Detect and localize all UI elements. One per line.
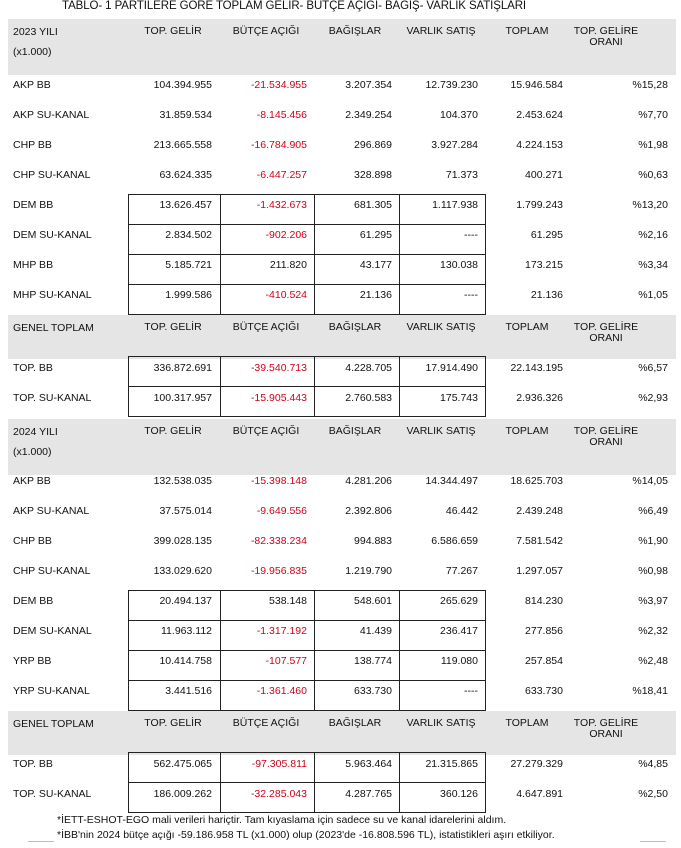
table-row-value: %7,70: [638, 109, 668, 121]
table-row-value: -9.649.556: [256, 505, 307, 517]
table-row-value: 3.441.516: [165, 685, 212, 697]
table-row-value: 18.625.703: [510, 475, 563, 487]
column-header-butce-acigi: BÜTÇE AÇIĞI: [232, 321, 300, 333]
year-label: 2023 YILI: [13, 26, 58, 38]
unit-label: (x1.000): [13, 46, 52, 58]
table-row-value: %0,98: [638, 565, 668, 577]
table-row-value: %2,32: [638, 625, 668, 637]
table-row-value: 1.297.057: [516, 565, 563, 577]
total-row-value: -97.305.811: [251, 758, 307, 770]
column-header-gelir-orani: TOP. GELİRE: [573, 321, 639, 333]
table-row-value: 133.029.620: [153, 565, 212, 577]
table-row-value: 4.281.206: [345, 475, 392, 487]
table-row-value: ----: [464, 685, 478, 697]
table-row-value: 46.442: [445, 505, 478, 517]
table-row-value: 548.601: [354, 595, 392, 607]
table-row-value: %1,05: [638, 289, 668, 301]
total-row-value: 2.936.326: [516, 392, 563, 404]
column-header-toplam: TOPLAM: [505, 25, 549, 37]
table-row-value: %15,28: [632, 79, 668, 91]
table-row-value: 1.219.790: [345, 565, 392, 577]
total-row-value: %2,50: [638, 788, 668, 800]
table-row-value: 213.665.558: [153, 139, 212, 151]
total-row-value: 22.143.195: [510, 362, 563, 374]
footnote: *İBB'nin 2024 bütçe açığı -59.186.958 TL (x1.000) olup (2023'de -16.808.596 TL), istatistikleri aşırı etkiliyor.: [57, 829, 555, 841]
table-row-value: 7.581.542: [516, 535, 563, 547]
table-row-label: AKP BB: [13, 475, 51, 487]
table-row-value: 15.946.584: [510, 79, 563, 91]
table-row-value: 2.349.254: [345, 109, 392, 121]
table-row-value: -19.956.835: [250, 565, 307, 577]
footnote: *İETT-ESHOT-EGO mali verileri hariçtir. Tam kıyaslama için sadece su ve kanal idarelerini aldım.: [57, 814, 507, 826]
table-row-label: DEM SU-KANAL: [13, 229, 92, 241]
table-row-value: -15.398.148: [250, 475, 307, 487]
table-row-value: %2,48: [638, 655, 668, 667]
total-row-value: 27.279.329: [510, 758, 563, 770]
total-row-label: TOP. BB: [13, 362, 53, 374]
table-row-value: 37.575.014: [159, 505, 212, 517]
total-row-value: 186.009.262: [153, 788, 212, 800]
table-row-value: 61.295: [359, 229, 392, 241]
column-header-bagislar: BAĞIŞLAR: [328, 25, 382, 37]
table-row-value: %2,16: [638, 229, 668, 241]
table-row-label: AKP SU-KANAL: [13, 109, 90, 121]
table-row-value: %14,05: [632, 475, 668, 487]
column-header-top-gelir: TOP. GELİR: [144, 321, 202, 333]
table-row-value: %1,90: [638, 535, 668, 547]
table-row-value: 5.185.721: [165, 259, 212, 271]
column-header-varlik-satis: VARLIK SATIŞ: [406, 321, 476, 333]
table-row-value: 3.927.284: [431, 139, 478, 151]
total-row-value: 21.315.865: [425, 758, 478, 770]
total-row-value: 17.914.490: [425, 362, 478, 374]
table-row-value: 130.038: [440, 259, 478, 271]
table-row-value: %13,20: [632, 199, 668, 211]
table-row-value: -6.447.257: [256, 169, 307, 181]
table-row-value: -1.317.192: [256, 625, 307, 637]
table-row-value: 20.494.137: [159, 595, 212, 607]
table-row-value: 1.799.243: [516, 199, 563, 211]
table-row-label: DEM BB: [13, 199, 54, 211]
column-header-butce-acigi: BÜTÇE AÇIĞI: [232, 25, 300, 37]
table-row-value: -410.524: [265, 289, 307, 301]
table-row-label: CHP SU-KANAL: [13, 565, 91, 577]
table-row-label: MHP BB: [13, 259, 54, 271]
total-row-value: 562.475.065: [153, 758, 212, 770]
table-row-value: 3.207.354: [345, 79, 392, 91]
table-row-value: 1.117.938: [432, 199, 478, 211]
column-header-toplam: TOPLAM: [505, 321, 549, 333]
table-row-value: 12.739.230: [425, 79, 478, 91]
table-row-value: 61.295: [530, 229, 563, 241]
table-row-value: 2.439.248: [516, 505, 563, 517]
table-row-value: 41.439: [359, 625, 392, 637]
table-row-value: 119.080: [440, 655, 478, 667]
total-section-label: GENEL TOPLAM: [13, 322, 94, 334]
total-row-value: -32.285.043: [250, 788, 307, 800]
total-row-value: 100.317.957: [153, 392, 212, 404]
total-row-value: %2,93: [638, 392, 668, 404]
table-row-value: 132.538.035: [153, 475, 212, 487]
column-header-top-gelir: TOP. GELİR: [144, 717, 202, 729]
table-row-value: %0,63: [638, 169, 668, 181]
table-row-value: -107.577: [265, 655, 307, 667]
total-row-value: 2.760.583: [345, 392, 392, 404]
column-header-gelir-orani-2: ORANI: [589, 36, 623, 48]
total-row-label: TOP. SU-KANAL: [13, 392, 92, 404]
table-row-value: -82.338.234: [250, 535, 307, 547]
table-row-value: 138.774: [354, 655, 392, 667]
table-row-value: %6,49: [638, 505, 668, 517]
column-header-bagislar: BAĞIŞLAR: [328, 425, 382, 437]
column-header-bagislar: BAĞIŞLAR: [328, 717, 382, 729]
table-row-value: 14.344.497: [425, 475, 478, 487]
table-row-value: 236.417: [440, 625, 478, 637]
column-header-top-gelir: TOP. GELİR: [144, 25, 202, 37]
table-row-value: 265.629: [440, 595, 478, 607]
table-row-value: 6.586.659: [431, 535, 478, 547]
column-header-varlik-satis: VARLIK SATIŞ: [406, 717, 476, 729]
table-row-value: -16.784.905: [250, 139, 307, 151]
total-row-value: -15.905.443: [250, 392, 307, 404]
column-header-gelir-orani: TOP. GELİRE: [573, 425, 639, 437]
table-row-value: 21.136: [359, 289, 392, 301]
table-row-value: 63.624.335: [159, 169, 212, 181]
table-row-value: %3,34: [638, 259, 668, 271]
column-header-bagislar: BAĞIŞLAR: [328, 321, 382, 333]
table-row-value: 277.856: [525, 625, 563, 637]
table-row-value: -1.432.673: [256, 199, 307, 211]
table-row-value: ----: [464, 229, 478, 241]
total-row-value: 336.872.691: [153, 362, 212, 374]
column-header-butce-acigi: BÜTÇE AÇIĞI: [232, 425, 300, 437]
total-row-value: %6,57: [638, 362, 668, 374]
table-row-value: 1.999.586: [165, 289, 212, 301]
column-header-gelir-orani-2: ORANI: [589, 436, 623, 448]
table-row-value: %3,97: [638, 595, 668, 607]
table-row-value: 399.028.135: [153, 535, 212, 547]
column-header-gelir-orani: TOP. GELİRE: [573, 25, 639, 37]
table-row-value: 400.271: [525, 169, 563, 181]
table-row-value: 43.177: [359, 259, 392, 271]
table-row-label: CHP BB: [13, 139, 52, 151]
table-row-value: 994.883: [354, 535, 392, 547]
total-section-label: GENEL TOPLAM: [13, 718, 94, 730]
total-row-value: -39.540.713: [250, 362, 307, 374]
table-row-value: -8.145.456: [256, 109, 307, 121]
table-row-value: 104.394.955: [153, 79, 212, 91]
table-row-label: AKP BB: [13, 79, 51, 91]
table-row-value: 77.267: [445, 565, 478, 577]
table-row-label: MHP SU-KANAL: [13, 289, 92, 301]
table-row-value: -21.534.955: [250, 79, 307, 91]
column-header-butce-acigi: BÜTÇE AÇIĞI: [232, 717, 300, 729]
table-row-value: 257.854: [525, 655, 563, 667]
table-row-value: 31.859.534: [159, 109, 212, 121]
total-row-value: 4.647.891: [516, 788, 563, 800]
table-row-value: 104.370: [440, 109, 478, 121]
table-row-value: 4.224.153: [516, 139, 563, 151]
table-row-label: DEM SU-KANAL: [13, 625, 92, 637]
total-row-value: 4.228.705: [345, 362, 392, 374]
table-row-label: AKP SU-KANAL: [13, 505, 90, 517]
table-row-value: -902.206: [265, 229, 307, 241]
total-row-value: 4.287.765: [345, 788, 392, 800]
table-row-value: 2.392.806: [345, 505, 392, 517]
table-row-value: 10.414.758: [159, 655, 212, 667]
table-row-value: 13.626.457: [159, 199, 212, 211]
column-header-toplam: TOPLAM: [505, 717, 549, 729]
table-row-value: 2.453.624: [516, 109, 563, 121]
table-row-value: 21.136: [530, 289, 563, 301]
table-row-label: YRP SU-KANAL: [13, 685, 90, 697]
column-header-varlik-satis: VARLIK SATIŞ: [406, 25, 476, 37]
column-header-top-gelir: TOP. GELİR: [144, 425, 202, 437]
table-row-value: 633.730: [525, 685, 563, 697]
year-label: 2024 YILI: [13, 426, 58, 438]
table-row-value: 296.869: [354, 139, 392, 151]
table-row-value: 211.820: [269, 259, 307, 271]
table-row-value: 71.373: [445, 169, 478, 181]
table-row-label: DEM BB: [13, 595, 54, 607]
table-row-value: -1.361.460: [256, 685, 307, 697]
total-row-label: TOP. SU-KANAL: [13, 788, 92, 800]
table-row-label: CHP SU-KANAL: [13, 169, 91, 181]
table-row-value: 173.215: [525, 259, 563, 271]
total-row-value: %4,85: [638, 758, 668, 770]
table-row-value: 814.230: [525, 595, 563, 607]
table-row-value: ----: [464, 289, 478, 301]
column-header-gelir-orani: TOP. GELİRE: [573, 717, 639, 729]
total-row-value: 175.743: [440, 392, 478, 404]
table-row-value: 328.898: [354, 169, 392, 181]
column-header-gelir-orani-2: ORANI: [589, 332, 623, 344]
table-row-label: YRP BB: [13, 655, 52, 667]
total-row-value: 360.126: [440, 788, 478, 800]
table-row-value: 538.148: [269, 595, 307, 607]
column-header-gelir-orani-2: ORANI: [589, 728, 623, 740]
table-title: TABLO- 1 PARTİLERE GÖRE TOPLAM GELİR- BÜTÇE AÇIĞI- BAĞIŞ- VARLIK SATIŞLARI: [62, 0, 527, 12]
unit-label: (x1.000): [13, 446, 52, 458]
table-row-label: CHP BB: [13, 535, 52, 547]
column-header-toplam: TOPLAM: [505, 425, 549, 437]
column-header-varlik-satis: VARLIK SATIŞ: [406, 425, 476, 437]
table-row-value: 11.963.112: [161, 625, 212, 637]
table-row-value: %1,98: [638, 139, 668, 151]
table-row-value: 681.305: [354, 199, 392, 211]
table-row-value: 2.834.502: [165, 229, 212, 241]
total-row-value: 5.963.464: [345, 758, 392, 770]
table-row-value: %18,41: [632, 685, 668, 697]
table-row-value: 633.730: [354, 685, 392, 697]
total-row-label: TOP. BB: [13, 758, 53, 770]
